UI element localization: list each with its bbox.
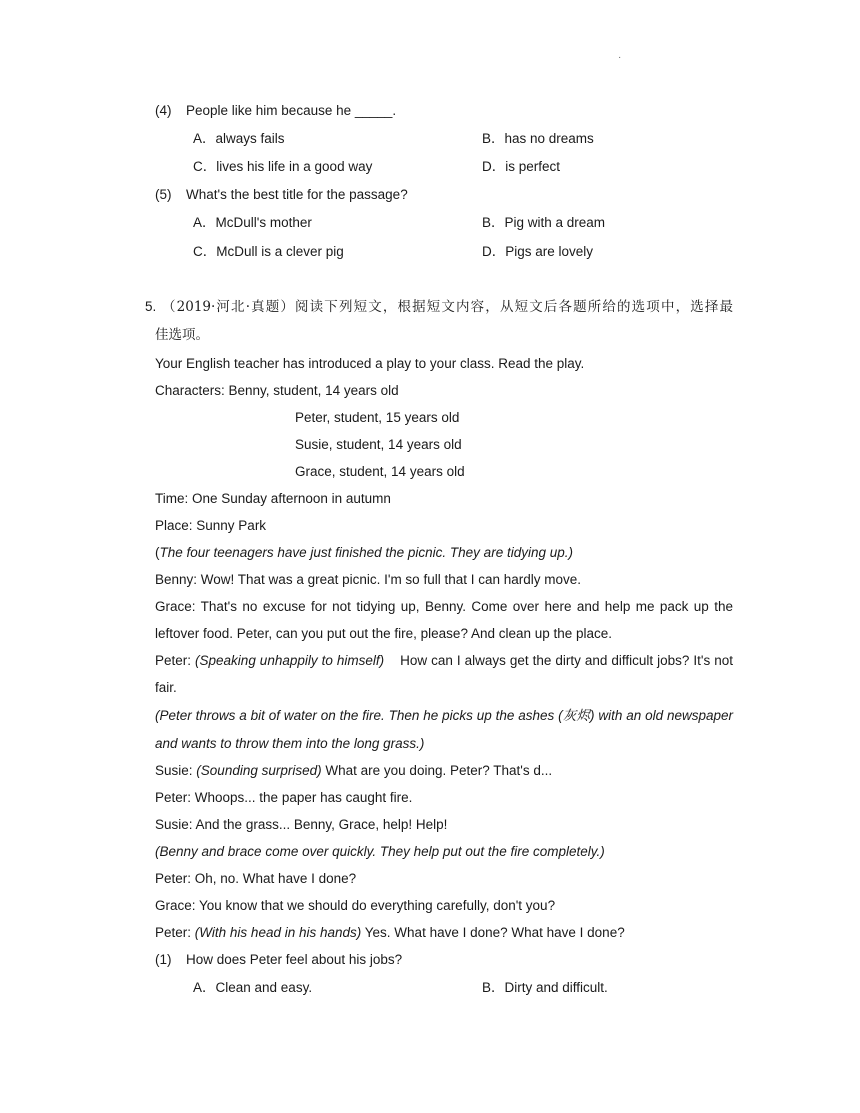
dialogue-grace-2: Grace: You know that we should do everything carefully, don't you? (155, 898, 556, 913)
header-mark: · (618, 52, 622, 63)
dialogue-grace-1-line2: leftover food. Peter, can you put out the fire, please? And clean up the place. (155, 626, 613, 641)
question-stem: People like him because he _____. (186, 103, 397, 118)
stage-direction-2-line1: (Peter throws a bit of water on the fire. Then he picks up the ashes (灰烬) with an old newspaper (155, 708, 733, 724)
option-c: C．lives his life in a good way (193, 159, 373, 174)
option-c: C．McDull is a clever pig (193, 244, 344, 259)
option-b: B．Dirty and difficult. (482, 980, 608, 995)
dialogue-peter-3: Peter: Oh, no. What have I done? (155, 871, 357, 886)
option-b: B．has no dreams (482, 131, 594, 146)
question-stem: What's the best title for the passage? (186, 187, 408, 202)
dialogue-susie-1: Susie: (Sounding surprised) What are you doing. Peter? That's d... (155, 763, 553, 778)
task-number: 5. (145, 299, 157, 314)
task-intro-line2: 佳选项。 (155, 327, 209, 343)
characters-line: Characters: Benny, student, 14 years old (155, 383, 399, 398)
task-intro-line1: （2019·河北·真题）阅读下列短文，根据短文内容，从短文后各题所给的选项中，选择最 (162, 299, 733, 315)
option-a: A．always fails (193, 131, 285, 146)
character-peter: Peter, student, 15 years old (295, 410, 460, 425)
dialogue-peter-1-line1: Peter: (Speaking unhappily to himself) How can I always get the dirty and difficult jobs? It's not (155, 653, 733, 668)
question-stem: How does Peter feel about his jobs? (186, 952, 403, 967)
stage-direction-1: (The four teenagers have just finished the picnic. They are tidying up.) (155, 545, 573, 560)
place-line: Place: Sunny Park (155, 518, 267, 533)
dialogue-peter-4: Peter: (With his head in his hands) Yes. What have I done? What have I done? (155, 925, 625, 940)
dialogue-grace-1-line1: Grace: That's no excuse for not tidying up, Benny. Come over here and help me pack up the (155, 599, 733, 614)
option-a: A．Clean and easy. (193, 980, 313, 995)
stage-direction-2-line2: and wants to throw them into the long grass.) (155, 736, 425, 751)
option-d: D．Pigs are lovely (482, 244, 594, 259)
character-grace: Grace, student, 14 years old (295, 464, 465, 479)
character-susie: Susie, student, 14 years old (295, 437, 462, 452)
dialogue-peter-1-line2: fair. (155, 680, 177, 695)
dialogue-benny-1: Benny: Wow! That was a great picnic. I'm so full that I can hardly move. (155, 572, 582, 587)
stage-direction-3: (Benny and brace come over quickly. They help put out the fire completely.) (155, 844, 605, 859)
dialogue-peter-2: Peter: Whoops... the paper has caught fire. (155, 790, 413, 805)
intro-sentence: Your English teacher has introduced a play to your class. Read the play. (155, 356, 585, 371)
question-number: (4) (155, 103, 172, 118)
option-a: A．McDull's mother (193, 215, 312, 230)
option-b: B．Pig with a dream (482, 215, 606, 230)
time-line: Time: One Sunday afternoon in autumn (155, 491, 391, 506)
dialogue-susie-2: Susie: And the grass... Benny, Grace, help! Help! (155, 817, 448, 832)
question-number: (5) (155, 187, 172, 202)
option-d: D．is perfect (482, 159, 561, 174)
question-number: (1) (155, 952, 172, 967)
